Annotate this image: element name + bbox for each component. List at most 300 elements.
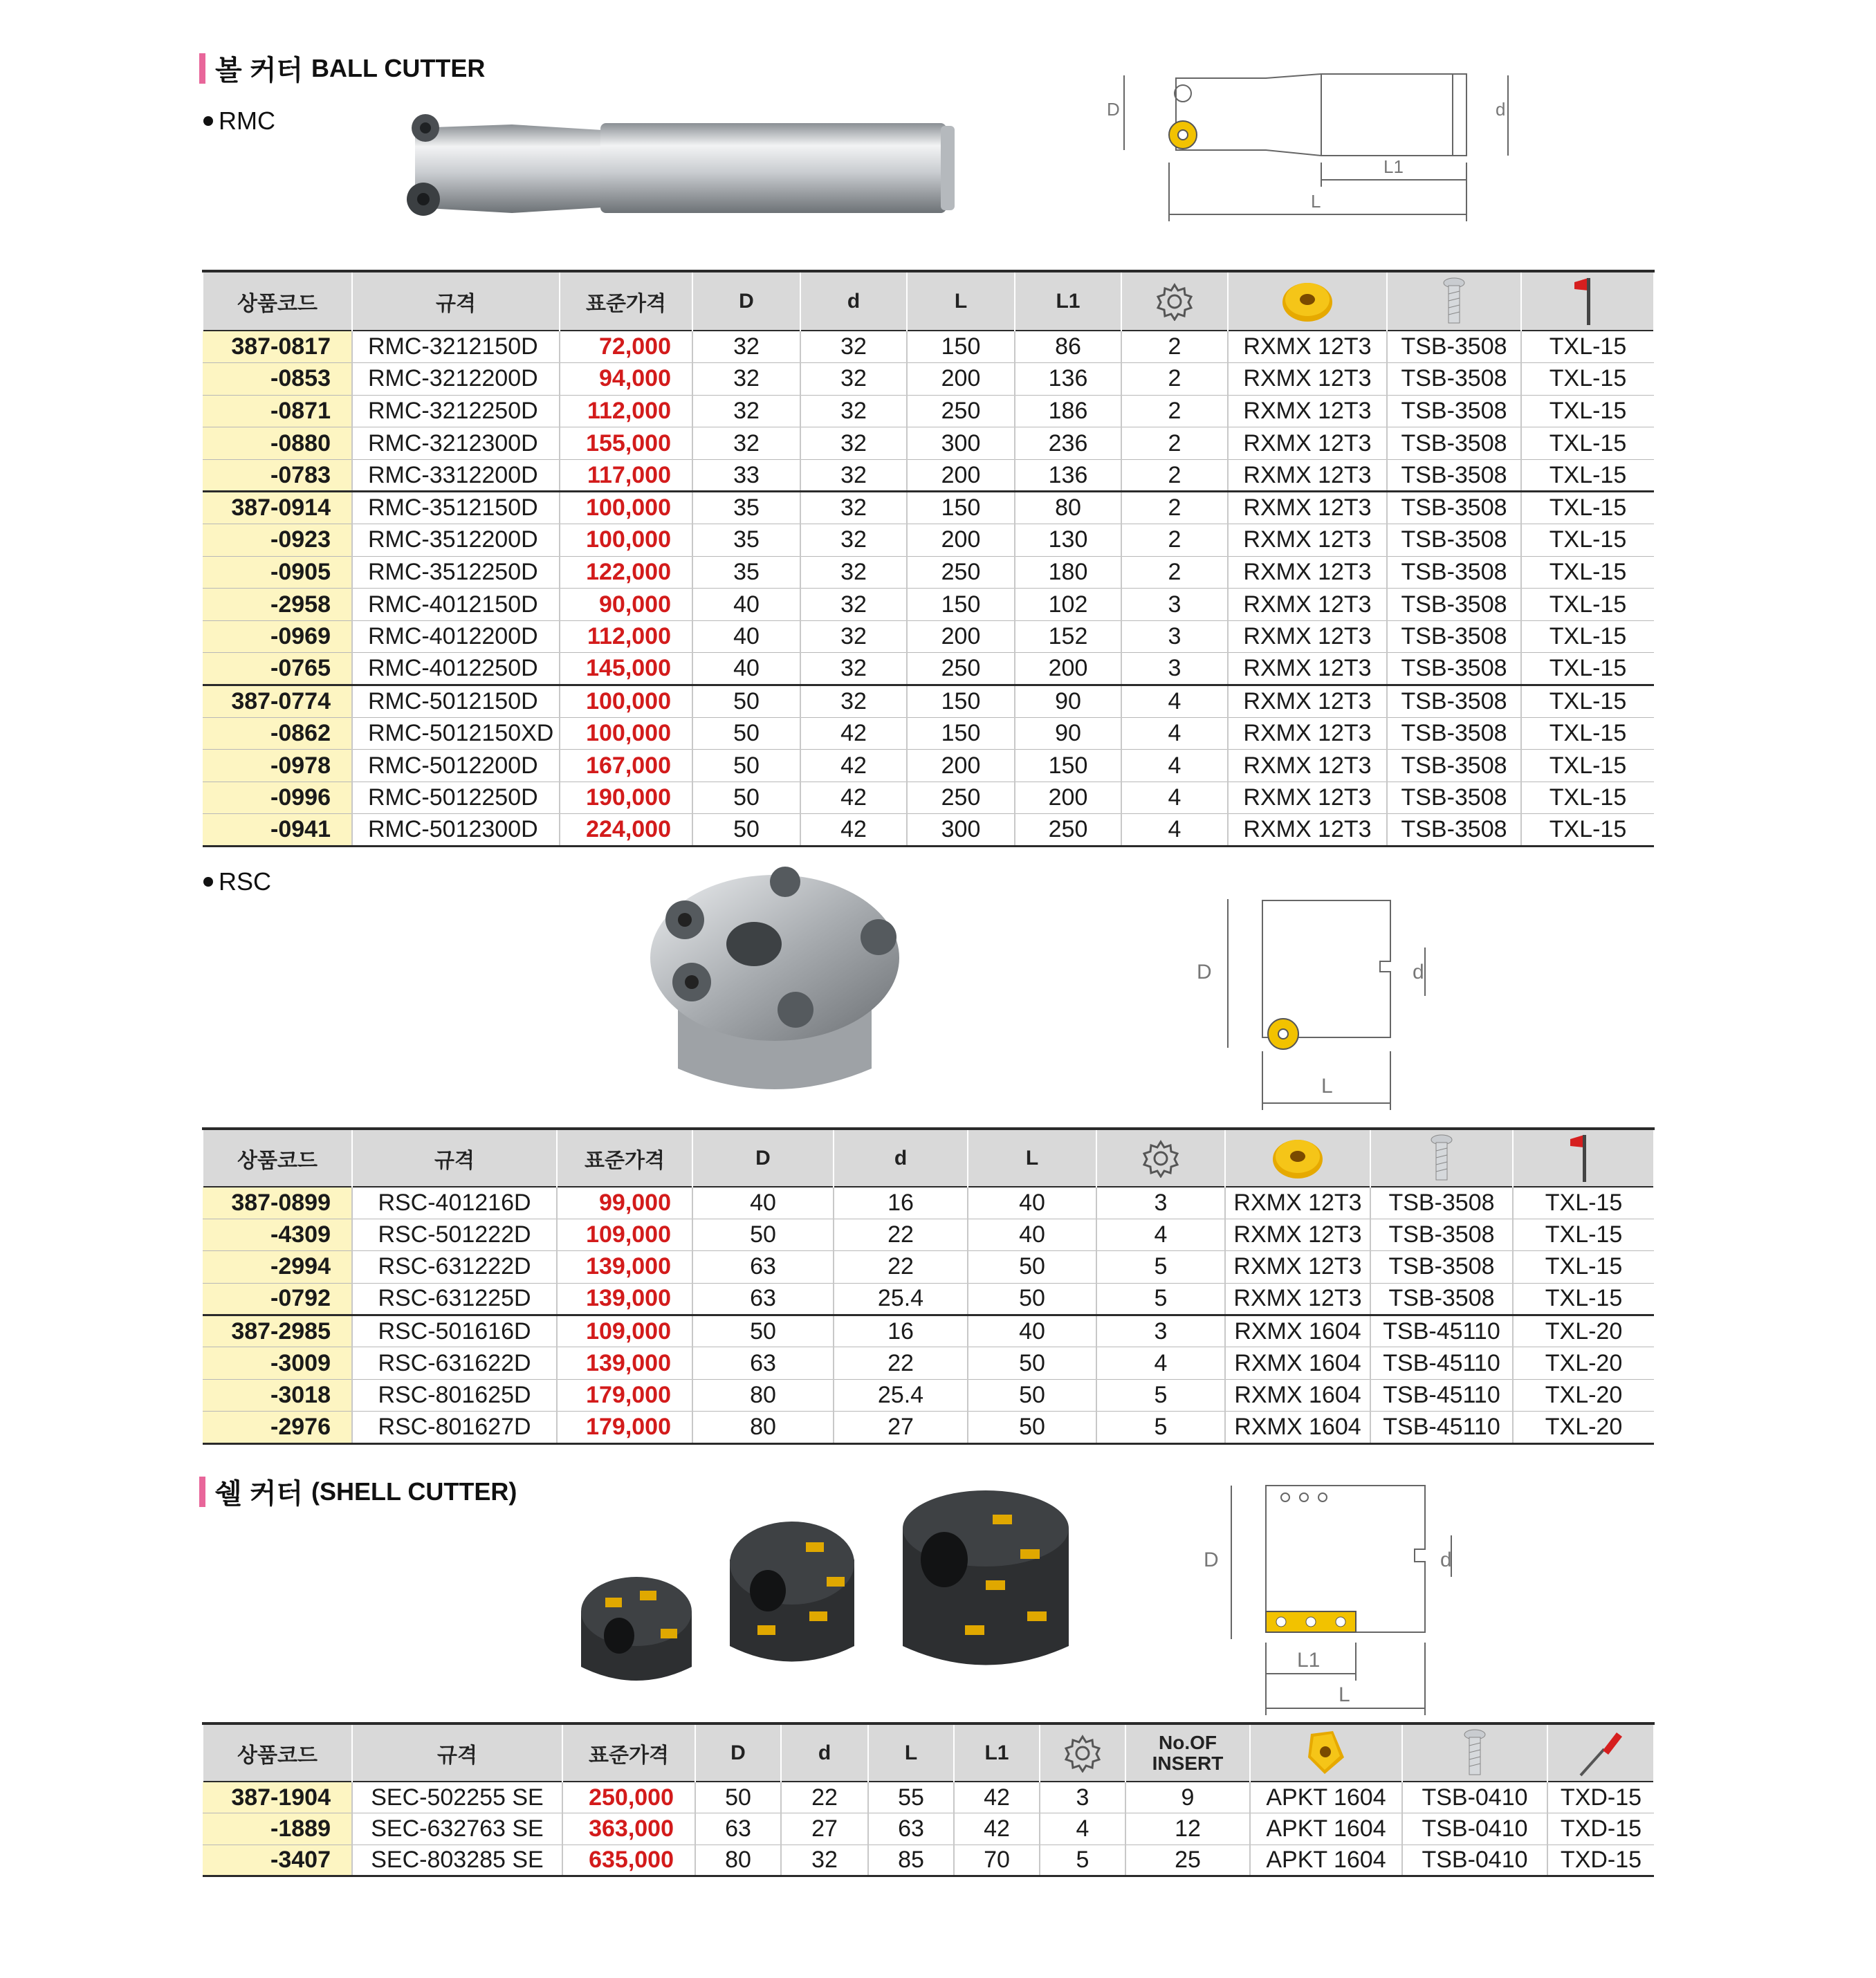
- value-cell: TSB-0410: [1402, 1845, 1547, 1876]
- value-cell: 136: [1015, 363, 1121, 396]
- value-cell: TXL-15: [1521, 492, 1654, 524]
- value-cell: TSB-3508: [1387, 427, 1521, 460]
- value-cell: TSB-45110: [1370, 1315, 1513, 1347]
- value-cell: TXL-15: [1521, 814, 1654, 847]
- price-cell: 122,000: [560, 556, 692, 589]
- value-cell: 32: [800, 331, 907, 363]
- value-cell: TSB-3508: [1387, 331, 1521, 363]
- value-cell: TXL-15: [1521, 782, 1654, 814]
- gear-teeth-icon: [1141, 1139, 1180, 1178]
- value-cell: 32: [692, 395, 800, 427]
- price-cell: 100,000: [560, 685, 692, 718]
- screwdriver-icon: [1576, 1727, 1625, 1780]
- value-cell: APKT 1604: [1250, 1845, 1402, 1876]
- spec-cell: RSC-631225D: [352, 1283, 557, 1315]
- value-cell: 22: [834, 1251, 968, 1283]
- spec-cell: RMC-3512200D: [352, 524, 560, 557]
- value-cell: TXL-20: [1513, 1412, 1654, 1443]
- value-cell: 102: [1015, 589, 1121, 621]
- value-cell: 32: [800, 363, 907, 396]
- header-price: 표준가격: [557, 1129, 692, 1187]
- price-cell: 139,000: [557, 1251, 692, 1283]
- value-cell: 3: [1040, 1782, 1125, 1813]
- value-cell: 80: [692, 1412, 834, 1443]
- value-cell: 50: [692, 685, 800, 718]
- header-screw: [1370, 1129, 1513, 1187]
- shell-dim-L1: L1: [1297, 1649, 1321, 1672]
- price-cell: 90,000: [560, 589, 692, 621]
- spec-cell: RMC-5012300D: [352, 814, 560, 847]
- header-D: D: [692, 1129, 834, 1187]
- table-row: [203, 331, 1654, 363]
- product-code-cell: -2976: [203, 1412, 352, 1443]
- value-cell: 32: [800, 492, 907, 524]
- value-cell: 136: [1015, 459, 1121, 492]
- value-cell: 32: [800, 524, 907, 557]
- header-no-of-insert: No.OF INSERT: [1125, 1723, 1250, 1782]
- bullet-dot: [203, 877, 213, 887]
- value-cell: 186: [1015, 395, 1121, 427]
- value-cell: 50: [695, 1782, 781, 1813]
- value-cell: 22: [834, 1219, 968, 1250]
- header-price: 표준가격: [560, 271, 692, 331]
- value-cell: 27: [834, 1412, 968, 1443]
- value-cell: 150: [907, 717, 1015, 750]
- table-row: [203, 1782, 1654, 1813]
- table-row: [203, 750, 1654, 782]
- value-cell: RXMX 12T3: [1228, 814, 1387, 847]
- value-cell: 42: [800, 782, 907, 814]
- header-screw: [1387, 271, 1521, 331]
- header-screwdriver: [1547, 1723, 1654, 1782]
- value-cell: TXD-15: [1547, 1782, 1654, 1813]
- value-cell: TXL-15: [1521, 685, 1654, 718]
- value-cell: 2: [1121, 363, 1228, 396]
- value-cell: 85: [868, 1845, 954, 1876]
- table-row: [203, 1283, 1654, 1315]
- value-cell: 50: [968, 1412, 1096, 1443]
- value-cell: RXMX 1604: [1225, 1379, 1370, 1411]
- spec-cell: RMC-5012150XD: [352, 717, 560, 750]
- value-cell: 250: [907, 395, 1015, 427]
- shell-dim-d: d: [1440, 1549, 1452, 1571]
- value-cell: TSB-3508: [1387, 459, 1521, 492]
- spec-cell: RMC-3312200D: [352, 459, 560, 492]
- price-cell: 100,000: [560, 492, 692, 524]
- ball-cutter-title-en: BALL CUTTER: [311, 53, 486, 82]
- value-cell: 16: [834, 1315, 968, 1347]
- value-cell: TSB-0410: [1402, 1813, 1547, 1845]
- header-product-code: 상품코드: [203, 1129, 352, 1187]
- value-cell: 80: [692, 1379, 834, 1411]
- product-code-cell: -0880: [203, 427, 352, 460]
- price-cell: 109,000: [557, 1219, 692, 1250]
- product-code-cell: 387-0899: [203, 1187, 352, 1219]
- value-cell: 32: [692, 331, 800, 363]
- table-row: [203, 1845, 1654, 1876]
- table-row: [203, 589, 1654, 621]
- value-cell: 32: [800, 685, 907, 718]
- product-code-cell: -3009: [203, 1347, 352, 1379]
- rsc-dim-d: d: [1413, 961, 1424, 983]
- value-cell: 63: [692, 1251, 834, 1283]
- value-cell: 9: [1125, 1782, 1250, 1813]
- table-row: [203, 1187, 1654, 1219]
- value-cell: 3: [1121, 653, 1228, 685]
- value-cell: 5: [1096, 1412, 1225, 1443]
- rmc-dim-L1: L1: [1383, 156, 1404, 177]
- price-cell: 167,000: [560, 750, 692, 782]
- spec-cell: RSC-501222D: [352, 1219, 557, 1250]
- value-cell: TSB-45110: [1370, 1412, 1513, 1443]
- table-row: [203, 1251, 1654, 1283]
- value-cell: RXMX 12T3: [1228, 492, 1387, 524]
- header-teeth: [1096, 1129, 1225, 1187]
- value-cell: 2: [1121, 492, 1228, 524]
- product-code-cell: -0969: [203, 620, 352, 653]
- value-cell: 200: [1015, 653, 1121, 685]
- value-cell: 4: [1121, 750, 1228, 782]
- value-cell: 50: [692, 814, 800, 847]
- value-cell: TSB-45110: [1370, 1347, 1513, 1379]
- value-cell: 33: [692, 459, 800, 492]
- value-cell: TSB-3508: [1387, 395, 1521, 427]
- header-spec: 규격: [352, 1129, 557, 1187]
- product-code-cell: -0765: [203, 653, 352, 685]
- table-row: [203, 492, 1654, 524]
- value-cell: RXMX 12T3: [1228, 427, 1387, 460]
- table-row: [203, 814, 1654, 847]
- shell-cutter-section-title: [199, 1472, 517, 1511]
- value-cell: 4: [1121, 685, 1228, 718]
- value-cell: TXL-20: [1513, 1315, 1654, 1347]
- value-cell: TSB-3508: [1370, 1219, 1513, 1250]
- value-cell: 25.4: [834, 1283, 968, 1315]
- value-cell: RXMX 12T3: [1228, 395, 1387, 427]
- table-row: [203, 782, 1654, 814]
- product-code-cell: 387-0774: [203, 685, 352, 718]
- product-code-cell: -0905: [203, 556, 352, 589]
- value-cell: TSB-3508: [1387, 653, 1521, 685]
- header-L: L: [907, 271, 1015, 331]
- value-cell: 3: [1096, 1187, 1225, 1219]
- value-cell: TXL-20: [1513, 1347, 1654, 1379]
- value-cell: 2: [1121, 524, 1228, 557]
- value-cell: RXMX 12T3: [1228, 620, 1387, 653]
- sec-table-body: [203, 1782, 1654, 1876]
- spec-cell: RMC-3212200D: [352, 363, 560, 396]
- value-cell: TXL-15: [1521, 331, 1654, 363]
- price-cell: 190,000: [560, 782, 692, 814]
- value-cell: 40: [692, 589, 800, 621]
- table-row: [203, 1347, 1654, 1379]
- value-cell: 63: [868, 1813, 954, 1845]
- header-wrench: [1521, 271, 1654, 331]
- header-D: D: [692, 271, 800, 331]
- rsc-table-body: [203, 1187, 1654, 1443]
- value-cell: 50: [968, 1283, 1096, 1315]
- rmc-spec-table: [202, 270, 1655, 847]
- value-cell: APKT 1604: [1250, 1782, 1402, 1813]
- insert-icon: [1280, 280, 1335, 323]
- value-cell: TXD-15: [1547, 1813, 1654, 1845]
- rmc-label: RMC: [219, 107, 275, 135]
- table-row: [203, 427, 1654, 460]
- value-cell: 4: [1096, 1347, 1225, 1379]
- value-cell: TSB-45110: [1370, 1379, 1513, 1411]
- value-cell: APKT 1604: [1250, 1813, 1402, 1845]
- price-cell: 94,000: [560, 363, 692, 396]
- rsc-dimension-drawing: [1190, 892, 1466, 1120]
- value-cell: RXMX 12T3: [1228, 589, 1387, 621]
- value-cell: RXMX 12T3: [1228, 363, 1387, 396]
- value-cell: 55: [868, 1782, 954, 1813]
- value-cell: 200: [907, 363, 1015, 396]
- value-cell: RXMX 12T3: [1228, 750, 1387, 782]
- value-cell: TXL-15: [1521, 556, 1654, 589]
- table-header-row: [203, 1129, 1654, 1187]
- value-cell: 50: [968, 1379, 1096, 1411]
- value-cell: TXL-15: [1521, 427, 1654, 460]
- value-cell: 32: [800, 459, 907, 492]
- wrench-icon: [1566, 1132, 1601, 1185]
- value-cell: TXL-15: [1513, 1251, 1654, 1283]
- price-cell: 112,000: [560, 395, 692, 427]
- ball-cutter-section-title: [199, 48, 485, 88]
- insert-icon: [1304, 1730, 1348, 1777]
- value-cell: 200: [1015, 782, 1121, 814]
- product-code-cell: -0783: [203, 459, 352, 492]
- value-cell: 22: [834, 1347, 968, 1379]
- value-cell: 32: [800, 427, 907, 460]
- table-row: [203, 395, 1654, 427]
- spec-cell: SEC-502255 SE: [352, 1782, 562, 1813]
- product-code-cell: 387-2985: [203, 1315, 352, 1347]
- price-cell: 117,000: [560, 459, 692, 492]
- gear-teeth-icon: [1155, 282, 1194, 321]
- value-cell: TSB-3508: [1387, 814, 1521, 847]
- value-cell: RXMX 12T3: [1228, 459, 1387, 492]
- value-cell: TXL-15: [1521, 395, 1654, 427]
- product-code-cell: -1889: [203, 1813, 352, 1845]
- header-D: D: [695, 1723, 781, 1782]
- product-code-cell: -0792: [203, 1283, 352, 1315]
- value-cell: 32: [692, 427, 800, 460]
- header-product-code: 상품코드: [203, 271, 352, 331]
- sec-spec-table: [202, 1722, 1655, 1877]
- value-cell: 42: [800, 750, 907, 782]
- rmc-dim-L: L: [1311, 191, 1321, 212]
- product-code-cell: -2958: [203, 589, 352, 621]
- spec-cell: RMC-4012200D: [352, 620, 560, 653]
- header-insert: [1228, 271, 1387, 331]
- header-L: L: [968, 1129, 1096, 1187]
- value-cell: 40: [692, 653, 800, 685]
- value-cell: 250: [907, 782, 1015, 814]
- price-cell: 224,000: [560, 814, 692, 847]
- value-cell: 5: [1040, 1845, 1125, 1876]
- product-code-cell: -0853: [203, 363, 352, 396]
- header-L1: L1: [1015, 271, 1121, 331]
- value-cell: 200: [907, 620, 1015, 653]
- value-cell: TXL-15: [1521, 459, 1654, 492]
- value-cell: TXL-15: [1521, 363, 1654, 396]
- price-cell: 635,000: [562, 1845, 695, 1876]
- value-cell: 32: [800, 620, 907, 653]
- rsc-label: RSC: [219, 867, 272, 896]
- value-cell: TSB-3508: [1370, 1187, 1513, 1219]
- value-cell: 32: [800, 395, 907, 427]
- insert-icon: [1270, 1137, 1325, 1180]
- screw-icon: [1463, 1729, 1487, 1777]
- value-cell: TXD-15: [1547, 1845, 1654, 1876]
- rsc-dim-D: D: [1197, 961, 1212, 983]
- value-cell: 16: [834, 1187, 968, 1219]
- shell-product-image: [571, 1487, 1117, 1688]
- header-insert: [1250, 1723, 1402, 1782]
- value-cell: TXL-15: [1521, 620, 1654, 653]
- value-cell: 4: [1040, 1813, 1125, 1845]
- value-cell: 130: [1015, 524, 1121, 557]
- value-cell: RXMX 1604: [1225, 1315, 1370, 1347]
- value-cell: 5: [1096, 1283, 1225, 1315]
- value-cell: 25.4: [834, 1379, 968, 1411]
- rsc-spec-table: [202, 1127, 1655, 1445]
- header-spec: 규격: [352, 271, 560, 331]
- bullet-dot: [203, 116, 213, 126]
- value-cell: TSB-3508: [1387, 556, 1521, 589]
- value-cell: TXL-15: [1521, 717, 1654, 750]
- value-cell: 42: [800, 717, 907, 750]
- value-cell: TXL-15: [1513, 1283, 1654, 1315]
- table-header-row: [203, 271, 1654, 331]
- value-cell: 50: [968, 1251, 1096, 1283]
- price-cell: 179,000: [557, 1379, 692, 1411]
- shell-dim-L: L: [1339, 1683, 1350, 1706]
- price-cell: 99,000: [557, 1187, 692, 1219]
- spec-cell: RSC-801627D: [352, 1412, 557, 1443]
- value-cell: 50: [692, 1219, 834, 1250]
- value-cell: TSB-3508: [1387, 492, 1521, 524]
- value-cell: 32: [692, 363, 800, 396]
- value-cell: 150: [907, 589, 1015, 621]
- rmc-product-image: [394, 111, 982, 225]
- product-code-cell: -0871: [203, 395, 352, 427]
- value-cell: 32: [781, 1845, 868, 1876]
- value-cell: 150: [907, 331, 1015, 363]
- table-row: [203, 363, 1654, 396]
- section-accent-bar: [199, 53, 205, 84]
- value-cell: RXMX 12T3: [1228, 653, 1387, 685]
- product-code-cell: -3407: [203, 1845, 352, 1876]
- value-cell: TXL-20: [1513, 1379, 1654, 1411]
- value-cell: 2: [1121, 395, 1228, 427]
- price-cell: 100,000: [560, 524, 692, 557]
- value-cell: 300: [907, 427, 1015, 460]
- header-wrench: [1513, 1129, 1654, 1187]
- value-cell: TSB-3508: [1370, 1251, 1513, 1283]
- value-cell: 150: [907, 685, 1015, 718]
- table-row: [203, 620, 1654, 653]
- value-cell: 50: [692, 782, 800, 814]
- value-cell: 5: [1096, 1379, 1225, 1411]
- value-cell: 2: [1121, 331, 1228, 363]
- value-cell: 42: [800, 814, 907, 847]
- header-teeth: [1121, 271, 1228, 331]
- value-cell: 50: [692, 1315, 834, 1347]
- price-cell: 145,000: [560, 653, 692, 685]
- spec-cell: RSC-501616D: [352, 1315, 557, 1347]
- value-cell: 70: [954, 1845, 1040, 1876]
- spec-cell: RMC-5012150D: [352, 685, 560, 718]
- spec-cell: RMC-4012150D: [352, 589, 560, 621]
- value-cell: 90: [1015, 717, 1121, 750]
- header-d: d: [834, 1129, 968, 1187]
- header-L1: L1: [954, 1723, 1040, 1782]
- value-cell: TSB-3508: [1387, 524, 1521, 557]
- value-cell: TSB-3508: [1387, 620, 1521, 653]
- value-cell: TSB-3508: [1387, 363, 1521, 396]
- value-cell: 12: [1125, 1813, 1250, 1845]
- value-cell: 50: [692, 717, 800, 750]
- spec-cell: RSC-401216D: [352, 1187, 557, 1219]
- price-cell: 109,000: [557, 1315, 692, 1347]
- screw-icon: [1442, 277, 1466, 326]
- price-cell: 179,000: [557, 1412, 692, 1443]
- spec-cell: RMC-5012250D: [352, 782, 560, 814]
- product-code-cell: -0941: [203, 814, 352, 847]
- spec-cell: RMC-4012250D: [352, 653, 560, 685]
- product-code-cell: -0996: [203, 782, 352, 814]
- spec-cell: RSC-801625D: [352, 1379, 557, 1411]
- rmc-subtitle: [203, 107, 275, 136]
- value-cell: 42: [954, 1813, 1040, 1845]
- product-code-cell: -4309: [203, 1219, 352, 1250]
- value-cell: 90: [1015, 685, 1121, 718]
- spec-cell: SEC-632763 SE: [352, 1813, 562, 1845]
- spec-cell: RMC-5012200D: [352, 750, 560, 782]
- rsc-dim-L: L: [1321, 1075, 1333, 1098]
- value-cell: RXMX 12T3: [1225, 1251, 1370, 1283]
- spec-cell: RMC-3212150D: [352, 331, 560, 363]
- table-row: [203, 556, 1654, 589]
- shell-cutter-title-en: (SHELL CUTTER): [311, 1477, 517, 1506]
- product-code-cell: -0923: [203, 524, 352, 557]
- value-cell: 40: [968, 1315, 1096, 1347]
- value-cell: RXMX 12T3: [1228, 524, 1387, 557]
- rmc-dimension-drawing: [1093, 66, 1536, 232]
- spec-cell: RSC-631622D: [352, 1347, 557, 1379]
- product-code-cell: -2994: [203, 1251, 352, 1283]
- product-code-cell: 387-0914: [203, 492, 352, 524]
- table-row: [203, 1219, 1654, 1250]
- rsc-product-image: [636, 861, 913, 1117]
- value-cell: 150: [1015, 750, 1121, 782]
- table-row: [203, 1315, 1654, 1347]
- header-price: 표준가격: [562, 1723, 695, 1782]
- value-cell: TSB-3508: [1387, 685, 1521, 718]
- header-screw: [1402, 1723, 1547, 1782]
- value-cell: 32: [800, 653, 907, 685]
- ball-cutter-title-ko: 볼 커터: [215, 55, 304, 86]
- value-cell: RXMX 12T3: [1225, 1283, 1370, 1315]
- value-cell: 3: [1121, 589, 1228, 621]
- table-row: [203, 653, 1654, 685]
- value-cell: TXL-15: [1513, 1187, 1654, 1219]
- value-cell: TSB-3508: [1370, 1283, 1513, 1315]
- value-cell: 2: [1121, 427, 1228, 460]
- wrench-icon: [1570, 275, 1605, 328]
